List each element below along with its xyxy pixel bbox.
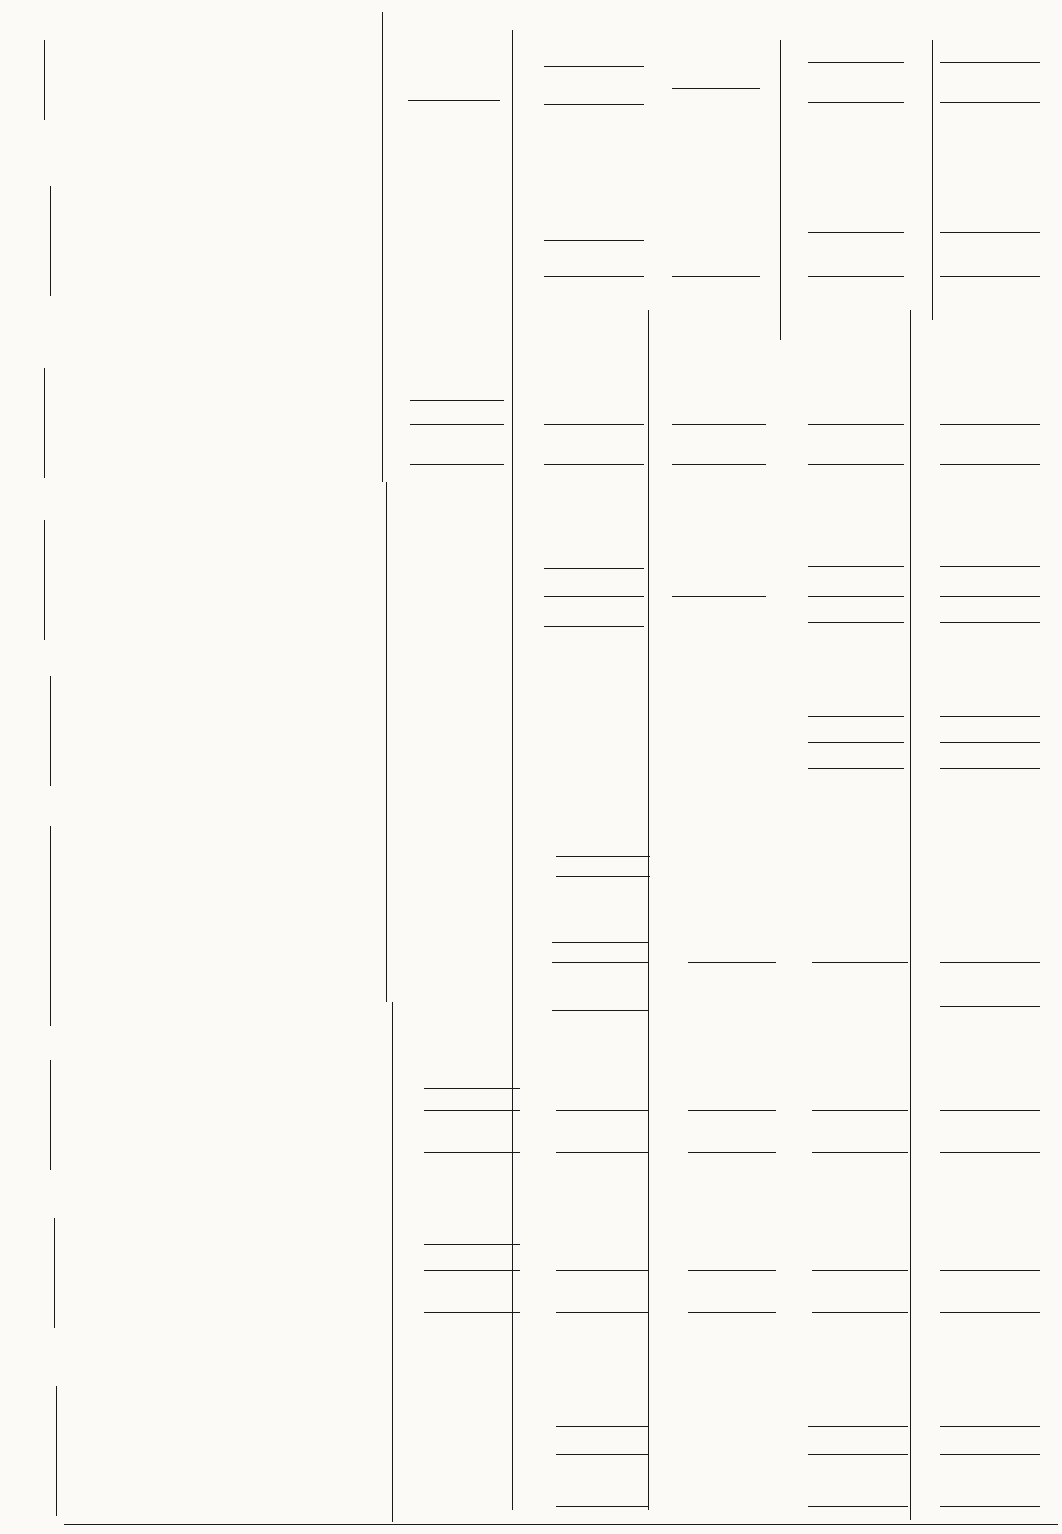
sum-rule	[672, 88, 760, 89]
sum-rule	[672, 596, 766, 597]
sum-rule	[424, 1312, 520, 1313]
column-rule	[648, 310, 649, 1510]
column-rule	[50, 676, 51, 786]
sum-rule	[556, 1506, 648, 1507]
sum-rule	[940, 566, 1040, 567]
sum-rule	[940, 1454, 1040, 1455]
sum-rule	[552, 1010, 648, 1011]
sum-rule	[808, 102, 904, 103]
sum-rule	[424, 1270, 520, 1271]
sum-rule	[556, 1110, 648, 1111]
column-rule	[512, 30, 513, 1510]
sum-rule	[544, 276, 644, 277]
sum-rule	[424, 1088, 520, 1089]
sum-rule	[688, 1312, 776, 1313]
sum-rule	[808, 1454, 908, 1455]
sum-rule	[672, 276, 760, 277]
sum-rule	[424, 1110, 520, 1111]
sum-rule	[808, 1426, 908, 1427]
sum-rule	[940, 276, 1040, 277]
sum-rule	[808, 622, 904, 623]
sum-rule	[688, 1270, 776, 1271]
sum-rule	[808, 276, 904, 277]
sum-rule	[408, 100, 500, 101]
column-rule	[780, 40, 781, 340]
sum-rule	[940, 1426, 1040, 1427]
sum-rule	[808, 768, 904, 769]
sum-rule	[556, 1312, 648, 1313]
sum-rule	[544, 66, 644, 67]
sum-rule	[940, 596, 1040, 597]
sum-rule	[940, 1506, 1040, 1507]
sum-rule	[556, 856, 650, 857]
sum-rule	[940, 742, 1040, 743]
column-rule	[392, 1002, 393, 1522]
sum-rule	[672, 464, 766, 465]
sum-rule	[424, 1152, 520, 1153]
sum-rule	[940, 1270, 1040, 1271]
sum-rule	[672, 424, 766, 425]
column-rule	[910, 310, 911, 1520]
column-rule	[386, 482, 387, 1002]
sum-rule	[940, 768, 1040, 769]
sum-rule	[544, 424, 644, 425]
sum-rule	[544, 464, 644, 465]
sum-rule	[556, 876, 650, 877]
sum-rule	[940, 1152, 1040, 1153]
sum-rule	[808, 716, 904, 717]
sum-rule	[556, 1454, 648, 1455]
sum-rule	[424, 1244, 520, 1245]
sum-rule	[812, 1110, 908, 1111]
sum-rule	[410, 424, 504, 425]
sum-rule	[940, 102, 1040, 103]
sum-rule	[940, 424, 1040, 425]
sum-rule	[808, 464, 904, 465]
sum-rule	[940, 1006, 1040, 1007]
sum-rule	[812, 1152, 908, 1153]
sum-rule	[940, 716, 1040, 717]
column-rule	[44, 520, 45, 640]
sum-rule	[688, 1152, 776, 1153]
column-rule	[54, 1218, 55, 1328]
sum-rule	[940, 1110, 1040, 1111]
sum-rule	[940, 464, 1040, 465]
sum-rule	[940, 1312, 1040, 1313]
sum-rule	[556, 1426, 648, 1427]
sum-rule	[410, 464, 504, 465]
sum-rule	[808, 742, 904, 743]
sum-rule	[940, 622, 1040, 623]
column-rule	[382, 12, 383, 482]
sum-rule	[812, 1312, 908, 1313]
sum-rule	[552, 962, 648, 963]
column-rule	[50, 186, 51, 296]
sum-rule	[552, 942, 648, 943]
sum-rule	[940, 232, 1040, 233]
column-rule	[44, 368, 45, 478]
sum-rule	[556, 1270, 648, 1271]
bottom-rule	[64, 1524, 1058, 1525]
sum-rule	[544, 626, 644, 627]
sum-rule	[544, 568, 644, 569]
column-rule	[50, 1060, 51, 1170]
sum-rule	[812, 962, 908, 963]
sum-rule	[544, 596, 644, 597]
sum-rule	[808, 424, 904, 425]
sum-rule	[410, 400, 504, 401]
sum-rule	[688, 962, 776, 963]
column-rule	[932, 40, 933, 320]
column-rule	[50, 826, 51, 1026]
sum-rule	[812, 1270, 908, 1271]
sum-rule	[808, 232, 904, 233]
sum-rule	[544, 240, 644, 241]
sum-rule	[940, 962, 1040, 963]
sum-rule	[808, 566, 904, 567]
sum-rule	[544, 104, 644, 105]
sum-rule	[940, 62, 1040, 63]
column-rule	[56, 1386, 57, 1516]
sum-rule	[688, 1110, 776, 1111]
sum-rule	[556, 1152, 648, 1153]
sum-rule	[808, 62, 904, 63]
sum-rule	[808, 596, 904, 597]
sum-rule	[808, 1506, 908, 1507]
column-rule	[44, 40, 45, 120]
